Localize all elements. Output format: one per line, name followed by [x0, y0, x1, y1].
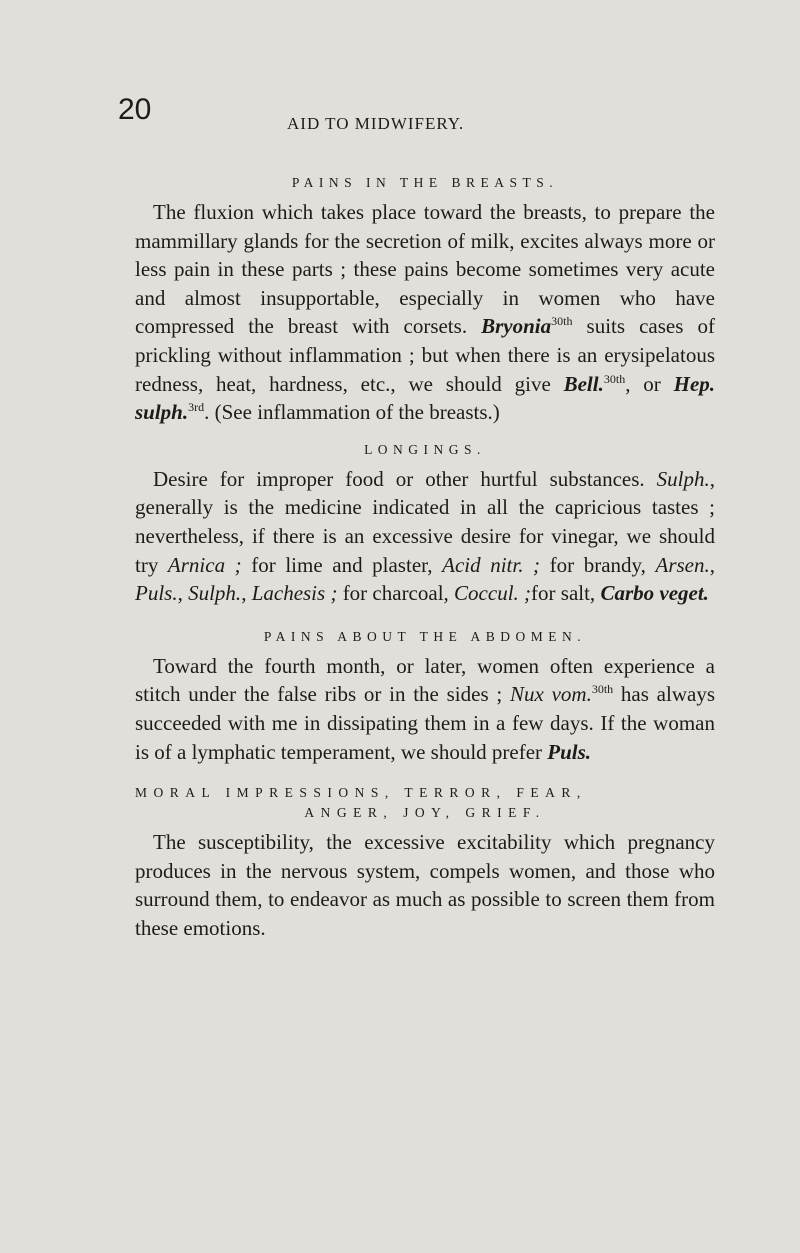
section-heading-abdomen: PAINS ABOUT THE ABDOMEN. — [263, 628, 587, 644]
remedy-arnica: Arnica ; — [167, 552, 242, 577]
remedy-acid-nitr: Acid nitr. ; — [442, 552, 541, 577]
remedy-bell: Bell. — [563, 371, 604, 396]
paragraph-abdomen: Toward the fourth month, or later, women often experience a stitch under the false ribs or in the sides ; Nux vom.$^{30th}$ has always succeeded with me in dissipating them in a few days. If the woman is of a lymphatic temperament, we should prefer Puls. — [135, 653, 715, 764]
remedy-nux-vom: Nux vom. — [510, 682, 592, 707]
remedy-puls-2: Puls. — [547, 739, 592, 764]
page-number: 20 — [118, 93, 152, 126]
remedy-sulph-2: Sulph. — [188, 581, 242, 606]
remedy-carbo-veget: Carbo veget. — [600, 581, 709, 606]
remedy-hep-sulph: Hep. sulph. — [135, 371, 716, 425]
remedy-lachesis: Lachesis ; — [251, 581, 338, 606]
section-heading-moral-line2: ANGER, JOY, GRIEF. — [304, 805, 546, 821]
paragraph-longings: Desire for improper food or other hurtful substances. Sulph., generally is the medicine indicated in all the capricious tastes ; nevertheless, if there is an excessive desire for vinegar, we should try Arnica ; for lime and plaster, Acid nitr. ; for brandy, Arsen., Puls., Sulph., Lachesis ; for charcoal, Coccul. ;for salt, Carbo veget. — [135, 466, 715, 606]
remedy-sulph: Sulph. — [656, 466, 710, 491]
running-head: AID TO MIDWIFERY. — [287, 114, 465, 133]
paragraph-moral: The susceptibility, the excessive excitability which pregnancy produces in the nervous system, compels women, and those who surround them, to endeavor as much as possible to screen them from these emotions. — [135, 830, 715, 940]
remedy-bryonia: Bryonia — [481, 314, 552, 339]
paragraph-breasts: The fluxion which takes place toward the breasts, to prepare the mammillary glands for the secretion of milk, excites always more or less pain in these parts ; these pains become sometimes very acute and almost insupportable, especially in women who have compressed the breast with corsets. Bryonia$^{30th}$ suits cases of prickling without inflammation ; but when there is an erysipelatous redness, heat, hardness, etc., we should give Bell.$^{30th}$, or Hep. sulph.$^{3rd}$. (See inflammation of the breasts.) — [135, 200, 716, 425]
remedy-coccul: Coccul. ; — [454, 581, 532, 606]
remedy-arsen: Arsen. — [655, 552, 710, 577]
section-heading-longings: LONGINGS. — [364, 441, 486, 457]
section-heading-breasts: PAINS IN THE BREASTS. — [291, 175, 559, 190]
section-heading-moral-line1: MORAL IMPRESSIONS, TERROR, FEAR, — [135, 785, 587, 801]
page-body — [135, 160, 715, 942]
remedy-puls: Puls. — [135, 581, 178, 606]
